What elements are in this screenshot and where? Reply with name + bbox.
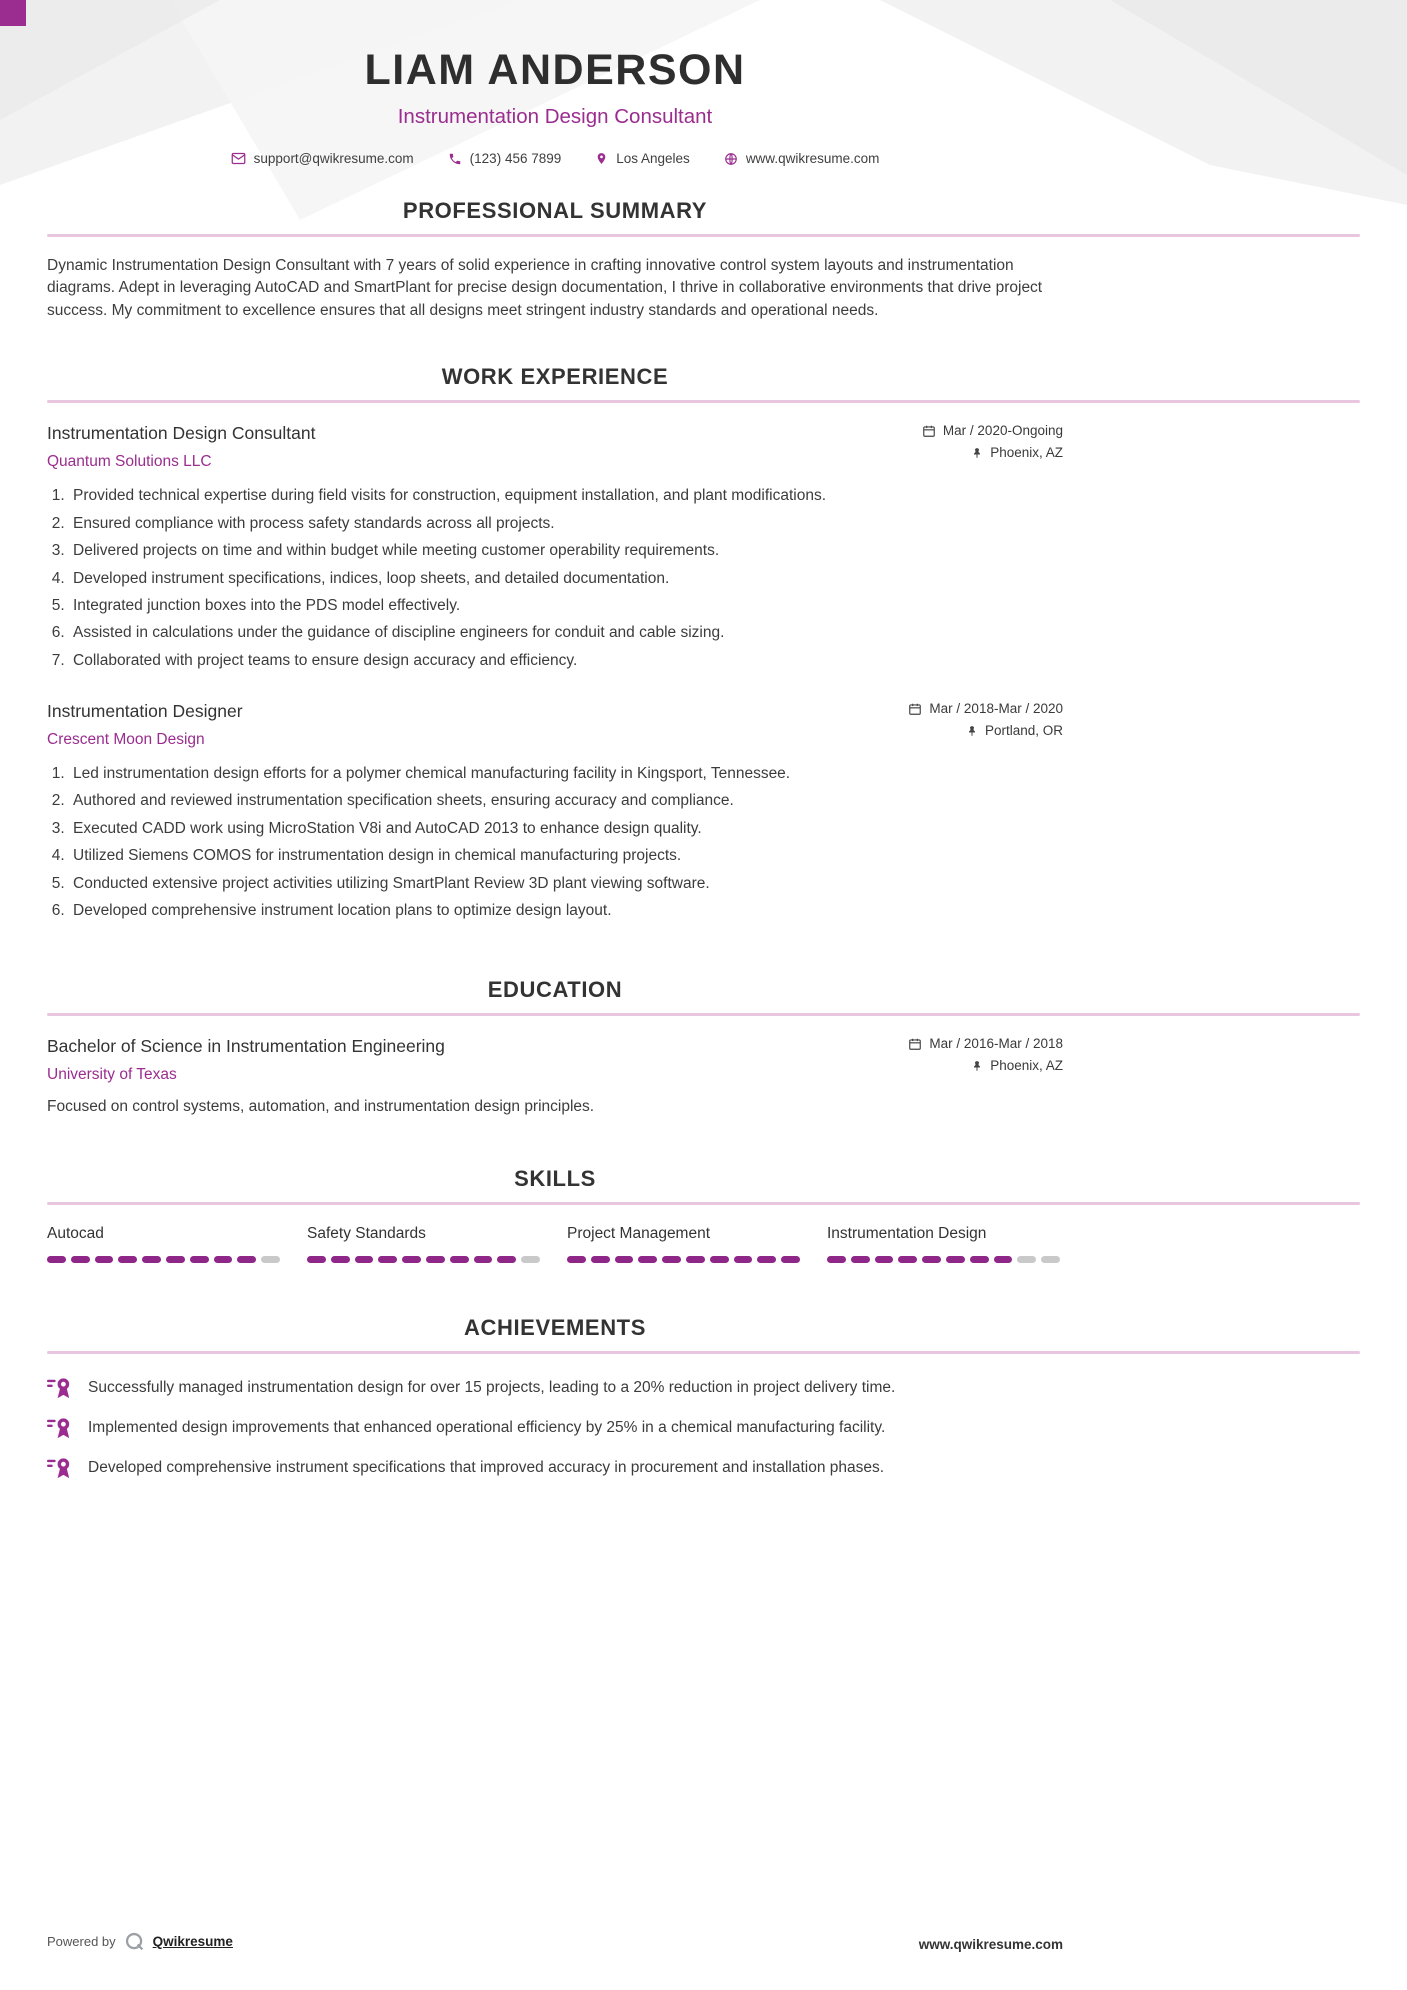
skill-dash	[734, 1256, 753, 1263]
email-link[interactable]	[231, 151, 414, 166]
skill-dash	[142, 1256, 161, 1263]
skill-level-bar	[307, 1256, 540, 1263]
section-divider	[47, 1013, 1360, 1016]
achievement-text: Developed comprehensive instrument specifications that improved accuracy in procurement and installation phases.	[88, 1459, 885, 1477]
section-divider	[47, 1351, 1360, 1354]
location-pin-icon	[595, 151, 608, 166]
job-company: Quantum Solutions LLC	[47, 453, 212, 471]
achievement-text: Successfully managed instrumentation design for over 15 projects, leading to a 20% reduction in project delivery time.	[88, 1379, 896, 1397]
section-skills	[0, 1166, 1407, 1263]
job-bullets	[47, 485, 1063, 671]
job-entry	[47, 423, 1063, 671]
education-entry	[47, 1036, 1063, 1116]
education-heading: EDUCATION	[487, 977, 623, 1003]
job-bullet: 5. Integrated junction boxes into the PDS model effectively.	[69, 595, 1063, 616]
skill-dash	[331, 1256, 350, 1263]
skill-dash	[710, 1256, 729, 1263]
school-name: University of Texas	[47, 1066, 177, 1084]
phone-icon	[448, 152, 462, 166]
experience-heading: WORK EXPERIENCE	[441, 364, 669, 390]
skill-dash	[237, 1256, 256, 1263]
achievement-item	[47, 1376, 1063, 1400]
summary-text: Dynamic Instrumentation Design Consultant with 7 years of solid experience in crafting innovative control system layouts and instrumentation diagrams. Adept in leveraging AutoCAD and SmartPlant for precise design documentation, I thrive in collaborative environments that drive project success. My commitment to excellence ensures that all designs meet stringent industry standards and operational needs.	[47, 257, 1043, 319]
qwikresume-brand-link[interactable]: Qwikresume	[152, 1934, 233, 1949]
job-bullet: 3. Delivered projects on time and within budget while meeting customer operability requirements.	[69, 540, 1063, 561]
skill-dash	[567, 1256, 586, 1263]
page-footer	[47, 1931, 1360, 1952]
email-text: support@qwikresume.com	[253, 151, 414, 166]
skill-item	[47, 1225, 280, 1263]
summary-heading: PROFESSIONAL SUMMARY	[402, 198, 708, 223]
achievements-heading: ACHIEVEMENTS	[464, 1315, 646, 1341]
skill-item	[307, 1225, 540, 1263]
job-dates-row	[922, 423, 1063, 438]
phone-item	[448, 151, 562, 166]
skill-level-bar	[47, 1256, 280, 1263]
section-achievements	[0, 1315, 1407, 1480]
calendar-icon	[908, 1037, 922, 1051]
skill-dash	[402, 1256, 421, 1263]
skill-dash	[615, 1256, 634, 1263]
section-work-experience	[0, 364, 1407, 921]
education-dates: Mar / 2016-Mar / 2018	[929, 1036, 1063, 1052]
skills-grid	[47, 1225, 1063, 1263]
job-title: Instrumentation Designer	[47, 701, 243, 722]
skill-dash	[898, 1256, 917, 1263]
education-location-row	[971, 1058, 1063, 1073]
email-icon	[231, 151, 246, 166]
skill-dash	[214, 1256, 233, 1263]
resume-header	[47, 0, 1063, 166]
pushpin-icon	[966, 724, 978, 738]
location-text: Los Angeles	[616, 151, 690, 166]
pushpin-icon	[971, 1059, 983, 1073]
skill-name: Instrumentation Design	[827, 1225, 987, 1243]
skill-dash	[1017, 1256, 1036, 1263]
job-location-row	[966, 723, 1063, 738]
job-bullet: 3. Executed CADD work using MicroStation V8i and AutoCAD 2013 to enhance design quality.	[69, 818, 1063, 839]
job-bullet: 1. Provided technical expertise during field visits for construction, equipment installation, and plant modifications.	[69, 485, 1063, 506]
achievement-item	[47, 1456, 1063, 1480]
section-divider	[47, 234, 1360, 237]
job-entry	[47, 701, 1063, 921]
skill-dash	[875, 1256, 894, 1263]
candidate-title: Instrumentation Design Consultant	[397, 105, 713, 128]
skill-dash	[757, 1256, 776, 1263]
skill-dash	[450, 1256, 469, 1263]
job-bullet: 2. Ensured compliance with process safety standards across all projects.	[69, 513, 1063, 534]
job-company: Crescent Moon Design	[47, 731, 205, 749]
skill-dash	[378, 1256, 397, 1263]
candidate-name: LIAM ANDERSON	[364, 46, 746, 94]
skill-dash	[190, 1256, 209, 1263]
skill-dash	[686, 1256, 705, 1263]
skill-dash	[307, 1256, 326, 1263]
skill-item	[567, 1225, 800, 1263]
section-education	[0, 977, 1407, 1116]
skill-dash	[781, 1256, 800, 1263]
job-title: Instrumentation Design Consultant	[47, 423, 316, 444]
job-location: Portland, OR	[984, 723, 1063, 739]
website-link[interactable]	[724, 151, 880, 166]
skill-dash	[118, 1256, 137, 1263]
skill-dash	[994, 1256, 1013, 1263]
degree-title: Bachelor of Science in Instrumentation Engineering	[47, 1036, 445, 1057]
skill-dash	[827, 1256, 846, 1263]
globe-icon	[724, 152, 738, 166]
skill-dash	[355, 1256, 374, 1263]
qwikresume-logo-icon	[124, 1931, 145, 1952]
corner-accent-square	[0, 0, 26, 26]
education-dates-row	[908, 1036, 1063, 1051]
skill-level-bar	[827, 1256, 1060, 1263]
education-description: Focused on control systems, automation, and instrumentation design principles.	[47, 1098, 595, 1116]
skill-dash	[95, 1256, 114, 1263]
skill-dash	[474, 1256, 493, 1263]
achievements-list	[47, 1376, 1063, 1480]
skill-name: Autocad	[47, 1225, 104, 1243]
calendar-icon	[908, 702, 922, 716]
skill-dash	[970, 1256, 989, 1263]
education-location: Phoenix, AZ	[990, 1058, 1063, 1074]
job-location: Phoenix, AZ	[990, 445, 1063, 461]
footer-website-link[interactable]: www.qwikresume.com	[918, 1937, 1063, 1952]
pushpin-icon	[971, 446, 983, 460]
website-text: www.qwikresume.com	[745, 151, 880, 166]
award-icon	[47, 1456, 74, 1480]
job-bullet: 6. Assisted in calculations under the guidance of discipline engineers for conduit and cable sizing.	[69, 622, 1063, 643]
job-bullet: 4. Utilized Siemens COMOS for instrumentation design in chemical manufacturing projects.	[69, 845, 1063, 866]
job-bullet: 2. Authored and reviewed instrumentation specification sheets, ensuring accuracy and compliance.	[69, 790, 1063, 811]
calendar-icon	[922, 424, 936, 438]
skill-dash	[166, 1256, 185, 1263]
powered-by-label: Powered by	[47, 1934, 116, 1949]
skill-item	[827, 1225, 1060, 1263]
skill-dash	[591, 1256, 610, 1263]
skill-dash	[1041, 1256, 1060, 1263]
skills-heading: SKILLS	[514, 1166, 596, 1192]
skill-dash	[497, 1256, 516, 1263]
job-dates: Mar / 2018-Mar / 2020	[929, 701, 1063, 717]
job-bullet: 5. Conducted extensive project activities utilizing SmartPlant Review 3D plant viewing software.	[69, 873, 1063, 894]
job-location-row	[971, 445, 1063, 460]
skill-level-bar	[567, 1256, 800, 1263]
achievement-text: Implemented design improvements that enhanced operational efficiency by 25% in a chemical manufacturing facility.	[88, 1419, 886, 1437]
achievement-item	[47, 1416, 1063, 1440]
phone-text: (123) 456 7899	[469, 151, 562, 166]
section-divider	[47, 1202, 1360, 1205]
skill-dash	[261, 1256, 280, 1263]
job-bullet: 6. Developed comprehensive instrument location plans to optimize design layout.	[69, 900, 1063, 921]
skill-name: Safety Standards	[307, 1225, 426, 1243]
skill-name: Project Management	[567, 1225, 711, 1243]
skill-dash	[922, 1256, 941, 1263]
job-dates: Mar / 2020-Ongoing	[942, 423, 1063, 439]
award-icon	[47, 1376, 74, 1400]
skill-dash	[47, 1256, 66, 1263]
award-icon	[47, 1416, 74, 1440]
skill-dash	[638, 1256, 657, 1263]
skill-dash	[426, 1256, 445, 1263]
location-item	[595, 151, 690, 166]
job-dates-row	[908, 701, 1063, 716]
job-bullet: 7. Collaborated with project teams to ensure design accuracy and efficiency.	[69, 650, 1063, 671]
skill-dash	[946, 1256, 965, 1263]
skill-dash	[521, 1256, 540, 1263]
job-bullet: 4. Developed instrument specifications, indices, loop sheets, and detailed documentation.	[69, 568, 1063, 589]
skill-dash	[71, 1256, 90, 1263]
section-divider	[47, 400, 1360, 403]
job-bullet: 1. Led instrumentation design efforts for a polymer chemical manufacturing facility in Kingsport, Tennessee.	[69, 763, 1063, 784]
skill-dash	[662, 1256, 681, 1263]
skill-dash	[851, 1256, 870, 1263]
job-bullets	[47, 763, 1063, 921]
contact-row	[47, 151, 1063, 166]
